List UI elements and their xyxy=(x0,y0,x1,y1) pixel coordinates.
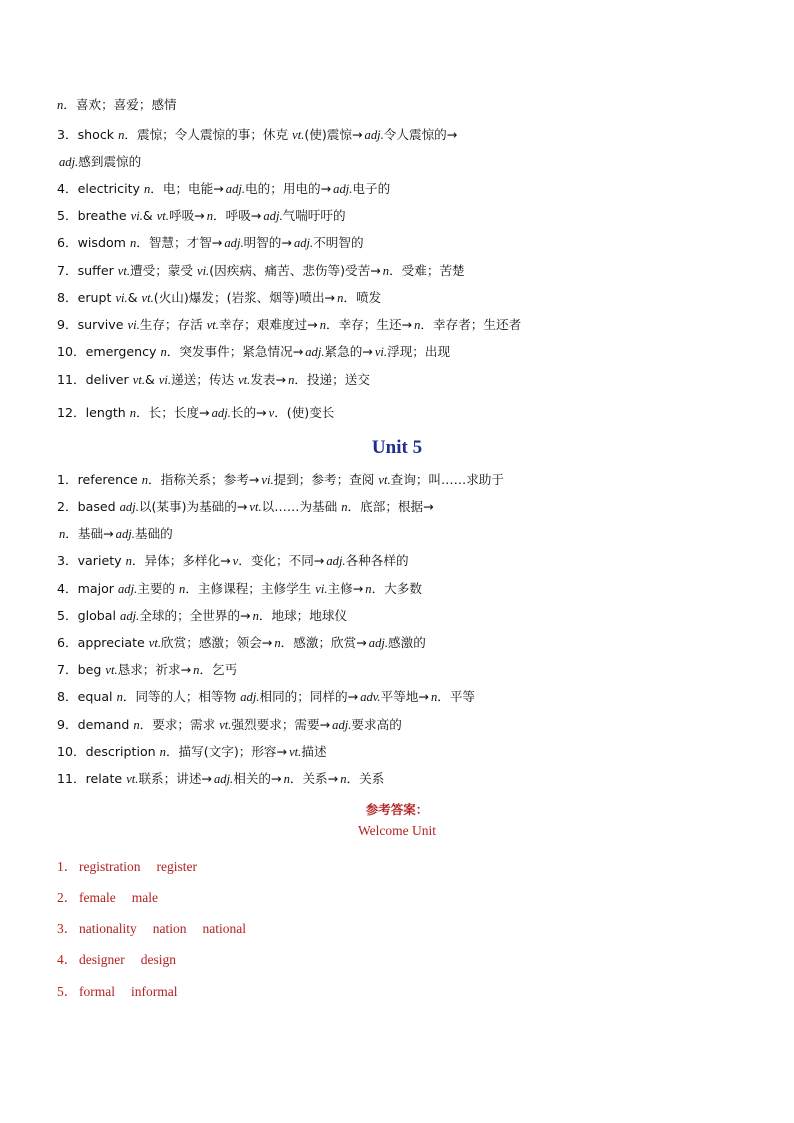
answer-word: designer xyxy=(79,952,125,967)
vocab-text: ．幸存者；生还者 xyxy=(420,317,522,332)
vocab-text: 8．erupt xyxy=(57,290,116,305)
vocab-line xyxy=(57,314,754,334)
answer-number: 2． xyxy=(57,890,78,905)
vocab-text: 基础的 xyxy=(134,526,173,541)
vocab-text: ．地球；地球仪 xyxy=(258,608,348,623)
vocab-line xyxy=(57,686,754,706)
part-of-speech: vt. xyxy=(141,291,154,305)
answer-number: 3． xyxy=(57,921,78,936)
part-of-speech: n xyxy=(129,236,137,250)
part-of-speech: n xyxy=(252,609,259,623)
part-of-speech: n xyxy=(133,718,140,732)
part-of-speech: adj. xyxy=(368,636,389,650)
vocab-text: ．震惊；令人震惊的事；休克 xyxy=(124,127,293,142)
part-of-speech: vt. xyxy=(219,718,232,732)
vocab-line xyxy=(57,402,754,422)
vocab-text: 6．wisdom xyxy=(57,235,130,250)
vocab-line xyxy=(57,605,754,625)
vocab-text: ．要求；需求 xyxy=(139,717,220,732)
part-of-speech: vt. xyxy=(238,373,251,387)
part-of-speech: adj. xyxy=(117,582,138,596)
vocab-text: 电子的 xyxy=(352,181,391,196)
part-of-speech: n xyxy=(143,182,151,196)
vocab-text: ．描写(文字)；形容→ xyxy=(165,744,288,759)
part-of-speech: adj. xyxy=(225,182,246,196)
part-of-speech: vi. xyxy=(130,209,143,223)
vocab-line xyxy=(57,178,754,198)
vocab-line xyxy=(57,768,754,788)
vocab-text: 遭受；蒙受 xyxy=(130,263,197,278)
answer-word: formal xyxy=(79,984,115,999)
part-of-speech: n xyxy=(365,582,372,596)
vocab-text: ．平等 xyxy=(437,689,476,704)
vocab-text: ．指称关系；参考→ xyxy=(148,472,260,487)
vocab-text: ．智慧；才智→ xyxy=(136,235,223,250)
vocab-text: 以(某事)为基础的→ xyxy=(138,499,248,514)
vocab-text: 10．description xyxy=(57,744,160,759)
part-of-speech: adj. xyxy=(115,527,135,541)
part-of-speech: n xyxy=(382,264,390,278)
part-of-speech: vt. xyxy=(156,209,169,223)
vocab-text: 7．beg xyxy=(57,662,106,677)
vocab-line xyxy=(57,205,754,225)
vocab-line xyxy=(57,341,754,361)
vocab-text: 生存；存活 xyxy=(139,317,207,332)
part-of-speech: n xyxy=(319,318,326,332)
answer-row xyxy=(57,855,213,875)
vocab-text: 递送；传达 xyxy=(171,372,239,387)
vocab-line xyxy=(57,96,754,114)
vocab-text: ．变化；不同→ xyxy=(238,553,325,568)
part-of-speech: adj. xyxy=(119,500,139,514)
part-of-speech: n xyxy=(206,209,214,223)
vocab-text: (火山)爆发；(岩浆、烟等)喷出→ xyxy=(153,290,336,305)
vocab-text: 全球的；全世界的→ xyxy=(139,608,251,623)
vocab-text: 电的；用电的→ xyxy=(245,181,332,196)
vocab-text: ．主修课程；主修学生 xyxy=(185,581,316,596)
vocab-text: 幸存；艰难度过→ xyxy=(218,317,318,332)
vocab-line xyxy=(57,287,754,307)
vocab-text: 6．appreciate xyxy=(57,635,149,650)
vocab-line xyxy=(57,714,754,734)
part-of-speech: n xyxy=(159,745,166,759)
answer-row xyxy=(57,917,262,937)
answer-word: nationality xyxy=(79,921,137,936)
vocab-text: 发表→ xyxy=(250,372,287,387)
answer-number: 1． xyxy=(57,859,78,874)
vocab-text: ．乞丐 xyxy=(199,662,238,677)
vocab-line xyxy=(57,469,754,489)
part-of-speech: v xyxy=(232,554,239,568)
part-of-speech: adj. xyxy=(120,609,140,623)
vocab-text: 1．reference xyxy=(57,472,142,487)
vocab-text: 紧急的→ xyxy=(324,344,373,359)
vocab-text: 平等地→ xyxy=(380,689,429,704)
answer-heading: 参考答案： xyxy=(365,802,429,817)
answer-subheading: Welcome Unit xyxy=(357,823,436,838)
answer-word: nation xyxy=(152,921,187,936)
part-of-speech: vt. xyxy=(117,264,131,278)
vocab-text: 5．global xyxy=(57,608,121,623)
part-of-speech: vi. xyxy=(115,291,128,305)
answer-word: national xyxy=(202,921,246,936)
part-of-speech: n xyxy=(340,772,347,786)
answer-word: register xyxy=(156,859,197,874)
vocab-text: 4．major xyxy=(57,581,118,596)
part-of-speech: adj. xyxy=(211,406,231,420)
vocab-text: ．幸存；生还→ xyxy=(325,317,413,332)
answer-row xyxy=(57,980,194,1000)
vocab-line xyxy=(57,232,754,252)
part-of-speech: adj. xyxy=(224,236,244,250)
vocab-line xyxy=(57,578,754,598)
part-of-speech: vi. xyxy=(127,318,140,332)
vocab-line xyxy=(57,550,754,570)
vocab-text: 提到；参考；查阅 xyxy=(273,472,379,487)
vocab-text: 呼吸→ xyxy=(168,208,205,223)
vocab-text: 令人震惊的→ xyxy=(383,127,458,142)
vocab-line xyxy=(57,523,754,543)
vocab-text: 12．length xyxy=(57,405,130,420)
vocab-text: 查询；叫……求助于 xyxy=(390,472,504,487)
vocab-text: 11．deliver xyxy=(57,372,133,387)
answer-word: design xyxy=(140,952,176,967)
part-of-speech: vt. xyxy=(289,745,302,759)
vocab-line xyxy=(57,496,754,516)
part-of-speech: adj. xyxy=(59,155,79,169)
part-of-speech: adj. xyxy=(364,128,384,142)
vocab-text: 相关的→ xyxy=(233,771,282,786)
vocab-text: 感到震惊的 xyxy=(78,154,142,169)
answer-word: informal xyxy=(131,984,178,999)
part-of-speech: n xyxy=(141,473,149,487)
part-of-speech: n xyxy=(193,663,200,677)
vocab-text: 欣赏；感激；领会→ xyxy=(161,635,273,650)
answer-number: 5． xyxy=(57,984,78,999)
vocab-line xyxy=(57,741,754,761)
part-of-speech: n xyxy=(118,128,125,142)
part-of-speech: adv. xyxy=(360,690,381,704)
part-of-speech: vt. xyxy=(378,473,391,487)
vocab-text: 4．electricity xyxy=(57,181,144,196)
vocab-text: ．同等的人；相等物 xyxy=(122,689,241,704)
vocab-text: 2．based xyxy=(57,499,120,514)
vocab-text: 恳求；祈求→ xyxy=(117,662,192,677)
vocab-line xyxy=(57,369,754,389)
vocab-text: ．喜欢；喜爱；感情 xyxy=(63,97,177,112)
vocab-text: 主修→ xyxy=(327,581,364,596)
answer-number: 4． xyxy=(57,952,78,967)
part-of-speech: n xyxy=(129,406,137,420)
vocab-text: ．受难；苦楚 xyxy=(389,263,465,278)
vocab-text: & xyxy=(142,208,157,223)
answer-word: female xyxy=(79,890,116,905)
vocab-text: 明智的→ xyxy=(243,235,292,250)
part-of-speech: v xyxy=(268,406,275,420)
part-of-speech: vt. xyxy=(132,373,145,387)
answer-row xyxy=(57,948,192,968)
answer-word: male xyxy=(131,890,158,905)
vocab-text: 气喘吁吁的 xyxy=(282,208,346,223)
vocab-text: 不明智的 xyxy=(313,235,364,250)
part-of-speech: vi. xyxy=(197,264,210,278)
answer-word: registration xyxy=(79,859,141,874)
vocab-text: ．喷发 xyxy=(343,290,382,305)
vocab-text: 相同的；同样的→ xyxy=(259,689,359,704)
vocab-text: ．投递；送交 xyxy=(294,372,370,387)
vocab-line xyxy=(57,124,754,144)
vocab-text: 以……为基础 xyxy=(261,499,342,514)
part-of-speech: n xyxy=(430,690,438,704)
vocab-text: (使)震惊→ xyxy=(304,127,363,142)
vocab-text: 浮现；出现 xyxy=(387,344,451,359)
vocab-text: 长的→ xyxy=(230,405,267,420)
part-of-speech: vt. xyxy=(292,128,305,142)
vocab-text: (因疾病、痛苦、悲伤等)受苦→ xyxy=(209,263,381,278)
part-of-speech: adj. xyxy=(305,345,325,359)
part-of-speech: vt. xyxy=(148,636,162,650)
part-of-speech: vt. xyxy=(206,318,219,332)
vocab-text: 主要的 xyxy=(137,581,180,596)
part-of-speech: adj. xyxy=(326,554,346,568)
vocab-text: ．呼吸→ xyxy=(213,208,262,223)
part-of-speech: adj. xyxy=(240,690,260,704)
part-of-speech: n xyxy=(59,527,66,541)
vocab-text: & xyxy=(127,290,142,305)
part-of-speech: vt. xyxy=(249,500,262,514)
vocab-text: 联系；讲述→ xyxy=(138,771,212,786)
vocab-text: ．长；长度→ xyxy=(136,405,210,420)
vocab-text: ．基础→ xyxy=(65,526,114,541)
part-of-speech: vi. xyxy=(315,582,328,596)
vocab-text: 各种各样的 xyxy=(345,553,409,568)
part-of-speech: n xyxy=(337,291,344,305)
vocab-text: ．电；电能→ xyxy=(150,181,224,196)
vocab-text: 5．breathe xyxy=(57,208,131,223)
part-of-speech: adj. xyxy=(293,236,314,250)
part-of-speech: n xyxy=(283,772,290,786)
part-of-speech: adj. xyxy=(332,718,352,732)
part-of-speech: n xyxy=(414,318,421,332)
vocab-line xyxy=(57,151,754,171)
vocab-text: ．关系→ xyxy=(289,771,339,786)
vocab-text: 3．variety xyxy=(57,553,126,568)
vocab-text: ．底部；根据→ xyxy=(347,499,434,514)
vocab-text: 9．demand xyxy=(57,717,134,732)
part-of-speech: vi. xyxy=(261,473,274,487)
part-of-speech: vi. xyxy=(158,373,172,387)
part-of-speech: adj. xyxy=(263,209,283,223)
vocab-text: ．感激；欣赏→ xyxy=(280,635,367,650)
vocab-text: 9．survive xyxy=(57,317,128,332)
vocab-text: 10．emergency xyxy=(57,344,161,359)
part-of-speech: n xyxy=(179,582,186,596)
vocab-text: 8．equal xyxy=(57,689,117,704)
part-of-speech: n xyxy=(57,98,64,112)
vocab-text: 3．shock xyxy=(57,127,119,142)
part-of-speech: vt. xyxy=(126,772,139,786)
unit-title: Unit 5 xyxy=(371,437,423,458)
vocab-text: 强烈要求；需要→ xyxy=(231,717,331,732)
part-of-speech: adj. xyxy=(213,772,234,786)
vocab-text: & xyxy=(145,372,159,387)
part-of-speech: adj. xyxy=(333,182,353,196)
part-of-speech: vt. xyxy=(105,663,118,677)
vocab-text: 要求高的 xyxy=(351,717,402,732)
part-of-speech: n xyxy=(341,500,348,514)
vocab-text: ．(使)变长 xyxy=(274,405,335,420)
part-of-speech: n xyxy=(160,345,167,359)
vocab-text: 感激的 xyxy=(388,635,426,650)
part-of-speech: n xyxy=(274,636,281,650)
part-of-speech: n xyxy=(125,554,132,568)
part-of-speech: n xyxy=(116,690,123,704)
vocab-text: 7．suffer xyxy=(57,263,118,278)
part-of-speech: n xyxy=(288,373,295,387)
vocab-line xyxy=(57,632,754,652)
vocab-text: 描述 xyxy=(301,744,327,759)
vocab-text: ．关系 xyxy=(346,771,385,786)
vocab-text: 11．relate xyxy=(57,771,127,786)
vocab-text: ．异体；多样化→ xyxy=(131,553,231,568)
vocab-line xyxy=(57,260,754,280)
vocab-text: ．大多数 xyxy=(371,581,422,596)
vocab-line xyxy=(57,659,754,679)
part-of-speech: vi. xyxy=(374,345,388,359)
vocab-text: ．突发事件；紧急情况→ xyxy=(166,344,304,359)
answer-row xyxy=(57,886,174,906)
